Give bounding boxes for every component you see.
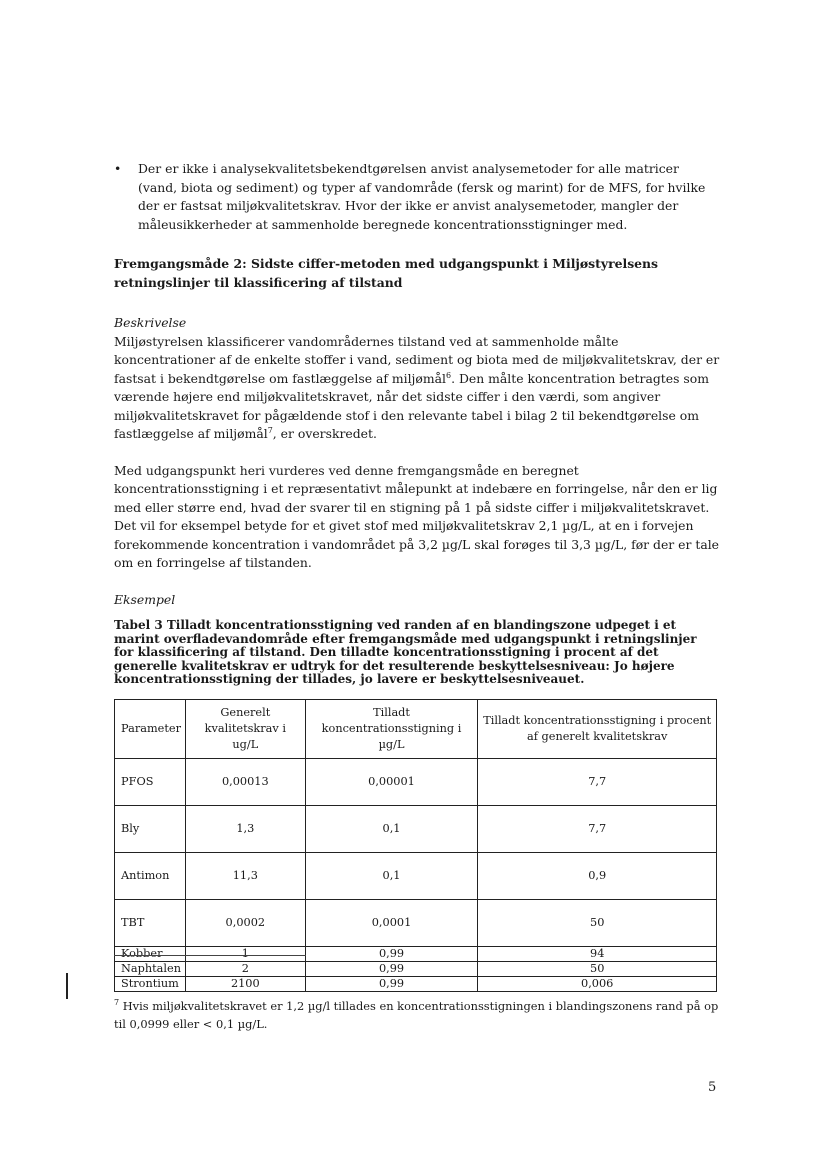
page-number: 5 [708,1080,717,1095]
cell-stigning: 0,00001 [305,758,478,805]
table-row [115,758,717,805]
cell-kvalitetskrav: 1 [186,946,306,961]
cell-procent: 0,9 [478,852,717,899]
footnote-ref-7: 7 [267,425,273,435]
cell-parameter: TBT [115,899,186,946]
beskrivelse-paragraph-1 [114,333,720,444]
cell-procent: 94 [478,946,717,961]
cell-stigning: 0,0001 [305,899,478,946]
cell-procent: 0,006 [478,976,717,991]
footnote-7 [114,997,720,1033]
table-row [115,961,717,976]
cell-kvalitetskrav: 11,3 [186,852,306,899]
cell-stigning: 0,1 [305,852,478,899]
footnote-number: 7 [114,998,120,1008]
cell-procent: 7,7 [478,805,717,852]
header-tilladt-procent: Tilladt koncentrationsstigning i procent af generelt kvalitetskrav [478,699,717,758]
header-generelt-kvalitetskrav: Generelt kvalitetskrav i ug/L [186,699,306,758]
cell-kvalitetskrav: 0,00013 [186,758,306,805]
table-row [115,899,717,946]
table-caption: Tabel 3 Tilladt koncentrationsstigning ved randen af en blandingszone udpeget i et marint overfladevandområde efter fremgangsmåde med udgangspunkt i retningslinjer for klassificering af tilstand. Den tilladte koncentrationsstigning i procent af det generelle kvalitetskrav er udtryk for det resulterende beskyttelsesniveau: Jo højere koncentrationsstigning der tillades, jo lavere er beskyttelsesniveauet. [114,618,697,686]
paragraph-text: . Den målte koncentration betragtes som værende højere end miljøkvalitetskravet, når det sidste ciffer i den værdi, som angiver miljøkvalitetskravet for pågældende stof i den relevante tabel i bilag 2 til bekendtgørelse om fastlæggelse af miljømål [114,370,709,441]
paragraph-text: Miljøstyrelsen klassificerer vandområdernes tilstand ved at sammenholde målte koncentrationer af de enkelte stoffer i vand, sediment og biota med de miljøkvalitetskrav, der er fastsat i bekendtgørelse om fastlæggelse af miljømål [114,333,720,386]
cell-stigning: 0,99 [305,946,478,961]
cell-parameter: Naphtalen [115,961,186,976]
cell-procent: 7,7 [478,758,717,805]
header-parameter: Parameter [115,699,186,758]
footnote-text: Hvis miljøkvalitetskravet er 1,2 µg/l tillades en koncentrationsstigningen i blandingszonens rand på op til 0,0999 eller < 0,1 µg/L. [114,999,719,1031]
footnote-ref-6: 6 [445,370,452,380]
cell-parameter: Strontium [115,976,186,991]
table-header-row [115,699,717,758]
cell-parameter: PFOS [115,758,186,805]
header-tilladt-stigning: Tilladt koncentrationsstigning i µg/L [305,699,478,758]
cell-parameter: Kobber [115,946,186,961]
margin-mark [66,973,68,999]
cell-kvalitetskrav: 2 [186,961,306,976]
table-row [115,946,717,961]
eksempel-label: Eksempel [114,591,176,607]
bullet-text: Der er ikke i analysekvalitetsbekendtgørelsen anvist analysemetoder for alle matricer (vand, biota og sediment) og typer af vandområde (fersk og marint) for de MFS, for hvilke der er fastsat miljøkvalitetskrav. Hvor der ikke er anvist analysemetoder, mangler der måleusikkerheder at sammenholde beregnede koncentrationsstigninger med. [138,161,706,232]
bullet-marker: • [114,161,122,176]
bullet-item [114,160,720,234]
footnote-separator [114,955,306,956]
cell-stigning: 0,1 [305,805,478,852]
beskrivelse-label: Beskrivelse [114,315,187,330]
main-content [114,160,720,992]
table-row [115,805,717,852]
cell-parameter: Antimon [115,852,186,899]
section-heading: Fremgangsmåde 2: Sidste ciffer-metoden med udgangspunkt i Miljøstyrelsens retningslinjer til klassificering af tilstand [114,256,659,290]
cell-stigning: 0,99 [305,961,478,976]
cell-procent: 50 [478,961,717,976]
cell-kvalitetskrav: 0,0002 [186,899,306,946]
cell-parameter: Bly [115,805,186,852]
cell-kvalitetskrav: 1,3 [186,805,306,852]
beskrivelse-paragraph-2: Med udgangspunkt heri vurderes ved denne fremgangsmåde en beregnet koncentrationsstigning i et repræsentativt målepunkt at indebære en forringelse, når den er lig med eller større end, hvad der svarer til en stigning på 1 på sidste ciffer i miljøkvalitetskravet. Det vil for eksempel betyde for et givet stof med miljøkvalitetskrav 2,1 µg/L, at en i forvejen forekommende koncentration i vandområdet på 3,2 µg/L skal forøges til 3,3 µg/L, før der er tale om en forringelse af tilstanden. [114,462,720,570]
concentration-table [114,699,717,992]
table-row [115,852,717,899]
cell-procent: 50 [478,899,717,946]
cell-stigning: 0,99 [305,976,478,991]
cell-kvalitetskrav: 2100 [186,976,306,991]
table-row [115,976,717,991]
paragraph-text: , er overskredet. [272,426,377,441]
